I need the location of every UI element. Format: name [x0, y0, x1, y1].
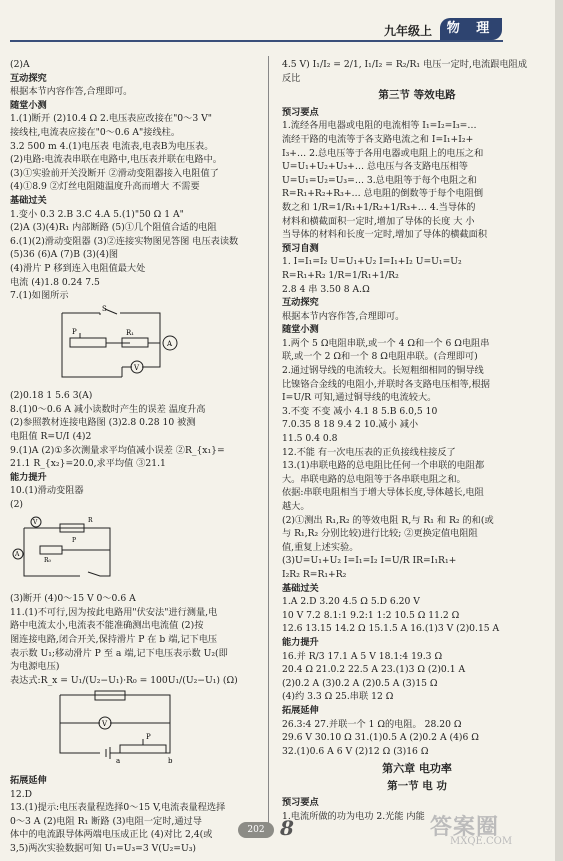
answer-line: 9.(1)A (2)①多次测量求平均值减小误差 ②R_{x₁}=	[10, 444, 225, 456]
answer-line: 接线柱,电流表应接在"0～0.6 A"接线柱。	[10, 126, 181, 138]
watermark-logo: 答案圈	[430, 814, 500, 840]
answer-line: 4.5 V) I₁/I₂ = 2/1, I₁/I₂ = R₂/R₁ 电压一定时,电流跟电阻成	[282, 59, 528, 70]
left-column	[10, 58, 258, 856]
answer-line: (2)电路:电流表串联在电路中,电压表并联在电路中。	[10, 154, 222, 166]
answer-line: 29.6 V 30.10 Ω 31.(1)0.5 A (2)0.2 A (4)6 Ω	[282, 732, 479, 744]
header-rule	[10, 40, 503, 42]
answer-line: I=U/R 可知,通过铜导线的电流较大。	[282, 392, 437, 404]
fig10-label-r: R	[88, 516, 93, 524]
answer-line: 1.电流所做的功为电功 2.光能 内能	[282, 811, 425, 823]
answer-line: 3.2 500 m 4.(1)电压表 电流表,电表B为电压表。	[10, 140, 214, 152]
answer-line: 32.(1)0.6 A 6 V (2)12 Ω (3)16 Ω	[282, 745, 429, 757]
answer-line: 联,或一个 2 Ω和一个 8 Ω电阻串联。(合理即可)	[282, 351, 478, 363]
answer-line: (4)约 3.3 Ω 25.串联 12 Ω	[282, 691, 394, 703]
answer-line: 12.不能 有一次电压表的正负接线柱接反了	[282, 446, 456, 458]
section-heading: 互动探究	[282, 297, 319, 309]
answer-line: 电阻值 R=U/I (4)2	[10, 431, 92, 443]
answer-line: 10 V 7.2 8.1:1 9.2:1 1:2 10.5 Ω 11.2 Ω	[282, 609, 460, 621]
right-column	[282, 58, 552, 824]
chapter-6-title: 第六章 电功率	[382, 762, 452, 776]
fig10-label-r0: R₀	[44, 556, 51, 564]
answer-line: 3,5)两次实验数据可知 U₁=U₃=3 V(U₂=U₃)	[10, 842, 196, 854]
answer-line: 体中的电流跟导体两端电压成正比 (4)对比 2,4(或	[10, 829, 213, 841]
answer-line: U=U₁=U₂=U₃=… 3.总电阻等于每个电阻之和	[282, 174, 477, 186]
answer-line: 数之和 1/R=1/R₁+1/R₂+1/R₃+… 4.当导体的	[282, 201, 476, 213]
answer-line: 2.通过钢导线的电流较大。长短粗细相同的铜导线	[282, 365, 484, 377]
fig11-label-b: b	[168, 757, 173, 766]
answer-line: 10.(1)滑动变阻器	[10, 485, 84, 497]
answer-line: (2)①测出 R₁,R₂ 的等效电阻 R,与 R₁ 和 R₂ 的和(或	[282, 514, 494, 526]
answer-line: 13.(1)提示:电压表量程选择0～15 V,电流表量程选择	[10, 802, 226, 814]
answer-line: (2)参照教材连接电路图 (3)2.8 0.28 10 被测	[10, 417, 196, 429]
answer-line: 路中电流太小,电流表不能准确测出电流值 (2)按	[10, 620, 204, 632]
answer-line: (2)0.2 A (3)0.2 A (2)0.5 A (3)15 Ω	[282, 677, 438, 689]
answer-line: 8.(1)0～0.6 A 减小读数时产生的误差 温度升高	[10, 403, 206, 415]
answer-line: 7.(1)如图所示	[10, 290, 69, 302]
answer-line: U=U₁+U₂+U₃+… 总电压与各支路电压相等	[282, 161, 468, 173]
header-grade: 九年级上	[384, 24, 433, 38]
section-heading: 随堂小测	[10, 99, 47, 111]
figure-q10-circuit	[10, 514, 258, 591]
answer-line: 值,重复上述实验。	[282, 541, 359, 553]
answer-line: 2.8 4 串 3.50 8 A.Ω	[282, 283, 370, 295]
answer-line: 1.变小 0.3 2.B 3.C 4.A 5.(1)"50 Ω 1 A"	[10, 208, 184, 220]
answer-line: 6.(1)(2)滑动变阻器 (3)②连接实物图见答图 电压表读数	[10, 235, 239, 247]
answer-line: (4)①8.9 ②灯丝电阻随温度升高而增大 不需要	[10, 181, 200, 193]
answer-line: 根据本节内容作答,合理即可。	[10, 86, 133, 98]
section-heading: 拓展延伸	[282, 704, 319, 716]
circuit-diagram-q10	[10, 514, 120, 586]
fig11-label-p: P	[146, 733, 151, 742]
answer-line: 3.不变 不变 减小 4.1 8 5.B 6.0,5 10	[282, 405, 438, 417]
answer-line: 13.(1)串联电路的总电阻比任何一个串联的电阻都	[282, 460, 485, 472]
figure-q11-circuit	[10, 689, 258, 772]
section-heading: 预习自测	[282, 242, 319, 254]
section-1-title: 第一节 电 功	[387, 779, 447, 792]
answer-line: 1.流经各用电器或电阻的电流相等 I₁=I₂=I₃=…	[282, 120, 477, 132]
answer-line: 越大。	[282, 501, 310, 512]
answer-line: 1.A 2.D 3.20 4.5 Ω 5.D 6.20 V	[282, 596, 420, 608]
answer-line: 12.D	[10, 788, 32, 800]
answer-line: (2)A	[10, 59, 30, 70]
section-3-title: 第三节 等效电路	[378, 89, 456, 102]
answer-line: 依据:串联电阻相当于增大导体长度,导体越长,电阻	[282, 487, 484, 499]
answer-line: 材料和横截面积一定时,增加了导体的长度 大 小	[282, 215, 475, 227]
answer-line: (4)滑片 P 移到连入电阻值最大处	[10, 262, 146, 274]
section-heading: 预习要点	[282, 797, 319, 809]
answer-line: 流经干路的电流等于各支路电流之和 I=I₁+I₂+	[282, 133, 474, 145]
answer-line: (3)断开 (4)0～15 V 0～0.6 A	[10, 593, 136, 605]
answer-line: I₃+… 2.总电压等于各用电器或电阻上的电压之和	[282, 147, 484, 159]
fig7-label-v: V	[134, 363, 140, 372]
answer-line: (2)0.18 1 5.6 3(A)	[10, 390, 93, 402]
page-mark: 8	[280, 816, 294, 840]
answer-line: 表达式:R_x = U₁/(U₂−U₁)·R₀ = 100U₁/(U₂−U₁) (Ω)	[10, 674, 238, 686]
section-heading: 基础过关	[10, 194, 47, 206]
answer-line: 7.0.35 8 18 9.4 2 10.减小 减小	[282, 419, 419, 431]
answer-line: 20.4 Ω 21.0.2 22.5 A 23.(1)3 Ω (2)0.1 A	[282, 664, 466, 676]
answer-line: I₂R₂ R=R₁+R₂	[282, 568, 347, 580]
fig7-label-a: A	[167, 339, 173, 348]
section-heading: 预习要点	[282, 106, 319, 118]
fig10-label-p: P	[72, 536, 77, 544]
section-heading: 拓展延伸	[10, 774, 47, 786]
answer-line: 比镍铬合金线的电阻小,并联时各支路电压相等,根据	[282, 378, 490, 390]
answer-line: 16.并 R/3 17.1 A 5 V 18.1:4 19.3 Ω	[282, 650, 443, 662]
answer-line: 1.(1)断开 (2)10.4 Ω 2.电压表应改接在"0～3 V"	[10, 113, 212, 125]
answer-line: 当导体的材料和长度一定时,增加了导体的横截面积	[282, 229, 488, 241]
answer-line: 大。串联电路的总电阻等于各串联电阻之和。	[282, 473, 466, 485]
section-heading: 基础过关	[282, 582, 319, 594]
answer-line: 表示数 U₁;移动滑片 P 至 a 端,记下电压表示数 U₂(即	[10, 647, 228, 659]
answer-line: 12.6 13.15 14.2 Ω 15.1.5 A 16.(1)3 V (2)0.15 A	[282, 623, 500, 635]
header-subject-badge: 物 理	[440, 18, 502, 40]
answer-line: 11.(1)不可行,因为按此电路用"伏安法"进行测量,电	[10, 606, 218, 618]
watermark-url: MXQE.COM	[450, 836, 513, 847]
answer-line: 反比	[282, 72, 301, 84]
page-edge	[555, 0, 563, 861]
answer-line: R=R₁+R₂ 1/R=1/R₁+1/R₂	[282, 269, 399, 281]
page-number-badge: 202	[238, 822, 274, 838]
answer-line: 1. I=I₁=I₂ U=U₁+U₂ I=I₁+I₂ U=U₁=U₂	[282, 256, 462, 268]
answer-line: 11.5 0.4 0.8	[282, 433, 338, 445]
fig11-label-v: V	[102, 720, 108, 729]
section-heading: 随堂小测	[282, 324, 319, 336]
answer-line: (5)36 (6)A (7)B (3)(4)图	[10, 249, 119, 261]
answer-line: 1.两个 5 Ω电阻串联,或一个 4 Ω和一个 6 Ω电阻串	[282, 337, 490, 349]
column-divider	[268, 56, 269, 826]
fig10-label-v: V	[33, 518, 38, 526]
answer-line: (3)①实验前开关没断开 ②滑动变阻器接入电阻值了	[10, 167, 219, 179]
circuit-diagram-q7	[10, 305, 180, 383]
answer-line: 为电源电压)	[10, 661, 60, 673]
fig7-label-p: P	[72, 327, 77, 336]
answer-line: R=R₁+R₂+R₃+… 总电阻的倒数等于每个电阻倒	[282, 188, 484, 200]
answer-line: 图连接电路,闭合开关,保持滑片 P 在 b 端,记下电压	[10, 634, 218, 645]
fig11-label-rx	[105, 689, 113, 691]
answer-line: 根据本节内容作答,合理即可。	[282, 310, 405, 322]
answer-line: 与 R₁,R₂ 分别比较)进行比较; ②更换定值电阻阻	[282, 528, 478, 540]
answer-line: 21.1 R_{x₂}=20.0,求平均值 ③21.1	[10, 458, 166, 470]
fig10-label-a: A	[15, 550, 20, 558]
answer-line: (2)	[10, 499, 24, 511]
section-heading: 能力提升	[282, 636, 319, 648]
circuit-diagram-q11	[10, 689, 190, 767]
answer-line: (3)U=U₁+U₂ I=I₁=I₂ I=U/R IR=I₁R₁+	[282, 555, 457, 567]
section-heading: 能力提升	[10, 471, 47, 483]
answer-line: 0～3 A (2)电阻 R₁ 断路 (3)电阻一定时,通过导	[10, 815, 202, 827]
answer-line: 电流 (4)1.8 0.24 7.5	[10, 276, 100, 288]
answer-line: (2)A (3)(4)R₁ 内部断路 (5)①几个阻值合适的电阻	[10, 222, 217, 234]
figure-q7-circuit	[10, 305, 258, 388]
fig7-label-s: S	[102, 304, 107, 313]
fig7-label-r1: R₁	[126, 328, 135, 337]
section-heading: 互动探究	[10, 72, 47, 84]
answer-line: 26.3:4 27.并联一个 1 Ω的电阻。 28.20 Ω	[282, 718, 462, 730]
fig11-label-a: a	[116, 757, 121, 766]
